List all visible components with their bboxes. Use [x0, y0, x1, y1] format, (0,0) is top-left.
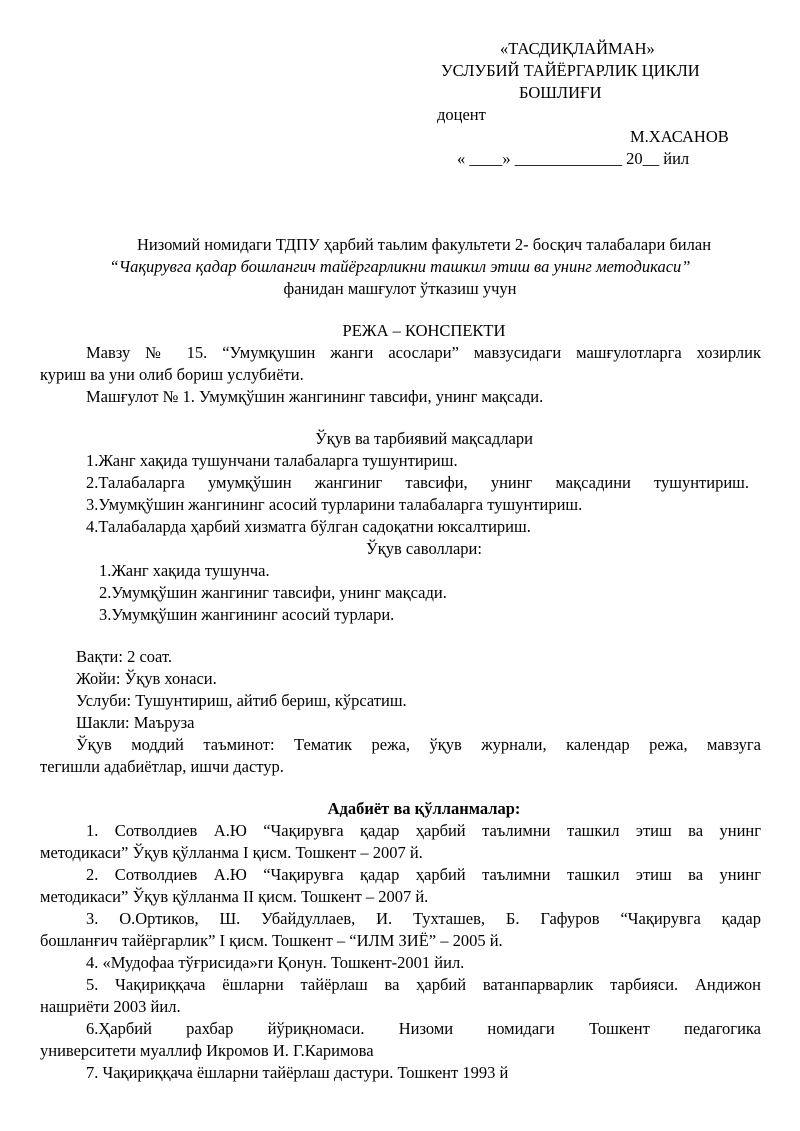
approval-date: « ____» _____________ 20__ йил [457, 149, 690, 168]
question-item-1: 1.Жанг хақида тушунча. [99, 561, 270, 580]
intro-line2: “Чақирувга қадар бошлангич тайёргарликни ташкил этиш ва унинг методикаси” [109, 257, 691, 276]
literature-item-6-line2: университети муаллиф Икромов И. Г.Каримова [40, 1041, 374, 1060]
literature-item-6-line1: 6.Ҳарбий рахбар йўриқномаси. Низоми номидаги Тошкент педагогика [86, 1019, 761, 1038]
literature-item-4: 4. «Мудофаа тўғрисида»ги Қонун. Тошкент-2001 йил. [86, 953, 465, 972]
questions-heading: Ўқув саволлари: [366, 539, 482, 558]
topic-lesson: Машғулот № 1. Умумқўшин жангининг тавсифи, унинг мақсади. [86, 387, 544, 406]
detail-time: Вақти: 2 соат. [76, 647, 173, 666]
literature-item-1-line2: методикаси” Ўқув қўлланма I қисм. Тошкент – 2007 й. [40, 843, 423, 862]
goals-heading: Ўқув ва тарбиявий мақсадлари [315, 429, 533, 448]
literature-item-3-line2: бошланғич тайёргарлик” I қисм. Тошкент – “ИЛМ ЗИЁ” – 2005 й. [40, 931, 503, 950]
topic-line1: Мавзу № 15. “Умумқушин жанги асослари” мавзусидаги машғулотларга хозирлик [86, 343, 761, 362]
intro-line3: фанидан машғулот ўтказиш учун [283, 279, 517, 298]
detail-support-line2: тегишли адабиётлар, ишчи дастур. [40, 757, 284, 776]
literature-item-1-line1: 1. Сотволдиев А.Ю “Чақирувга қадар ҳарбий таълимни ташкил этиш ва унинг [86, 821, 761, 840]
literature-item-2-line1: 2. Сотволдиев А.Ю “Чақирувга қадар ҳарбий таълимни ташкил этиш ва унинг [86, 865, 761, 884]
page-title: РЕЖА – КОНСПЕКТИ [342, 321, 506, 340]
detail-form: Шакли: Маъруза [76, 713, 195, 732]
approval-rank: доцент [437, 105, 486, 124]
approval-line1: «ТАСДИҚЛАЙМАН» [500, 39, 655, 58]
approval-line2: УСЛУБИЙ ТАЙЁРГАРЛИК ЦИКЛИ [441, 61, 700, 80]
detail-place: Жойи: Ўқув хонаси. [76, 669, 217, 688]
literature-item-5-line1: 5. Чақириққача ёшларни тайёрлаш ва ҳарбий ватанпарварлик тарбияси. Андижон [86, 975, 761, 994]
literature-heading: Адабиёт ва қўлланмалар: [327, 799, 521, 818]
literature-item-5-line2: нашриёти 2003 йил. [40, 997, 181, 1016]
literature-item-7: 7. Чақириққача ёшларни тайёрлаш дастури. Тошкент 1993 й [86, 1063, 509, 1082]
detail-support-line1: Ўқув моддий таъминот: Тематик режа, ўқув журнали, календар режа, мавзуга [76, 735, 761, 754]
question-item-2: 2.Умумқўшин жангиниг тавсифи, унинг мақсади. [99, 583, 447, 602]
literature-item-2-line2: методикаси” Ўқув қўлланма II қисм. Тошкент – 2007 й. [40, 887, 429, 906]
intro-line1: Низомий номидаги ТДПУ ҳарбий таьлим факультети 2- босқич талабалари билан [136, 235, 712, 254]
goal-item-2: 2.Талабаларга умумқўшин жангиниг тавсифи, унинг мақсадини тушунтириш. [86, 473, 749, 492]
approval-line3: БОШЛИҒИ [519, 83, 602, 102]
detail-method: Услуби: Тушунтириш, айтиб бериш, кўрсатиш. [76, 691, 407, 710]
goal-item-3: 3.Умумқўшин жангининг асосий турларини талабаларга тушунтириш. [86, 495, 583, 514]
topic-line2: куриш ва уни олиб бориш услубиёти. [40, 365, 304, 384]
literature-item-3-line1: 3. О.Ортиков, Ш. Убайдуллаев, И. Тухташев, Б. Гафуров “Чақирувга қадар [86, 909, 761, 928]
goal-item-4: 4.Талабаларда ҳарбий хизматга бўлган садоқатни юксалтириш. [86, 517, 531, 536]
goal-item-1: 1.Жанг хақида тушунчани талабаларга тушунтириш. [86, 451, 458, 470]
question-item-3: 3.Умумқўшин жангининг асосий турлари. [99, 605, 395, 624]
approval-name: М.ХАСАНОВ [630, 127, 729, 146]
